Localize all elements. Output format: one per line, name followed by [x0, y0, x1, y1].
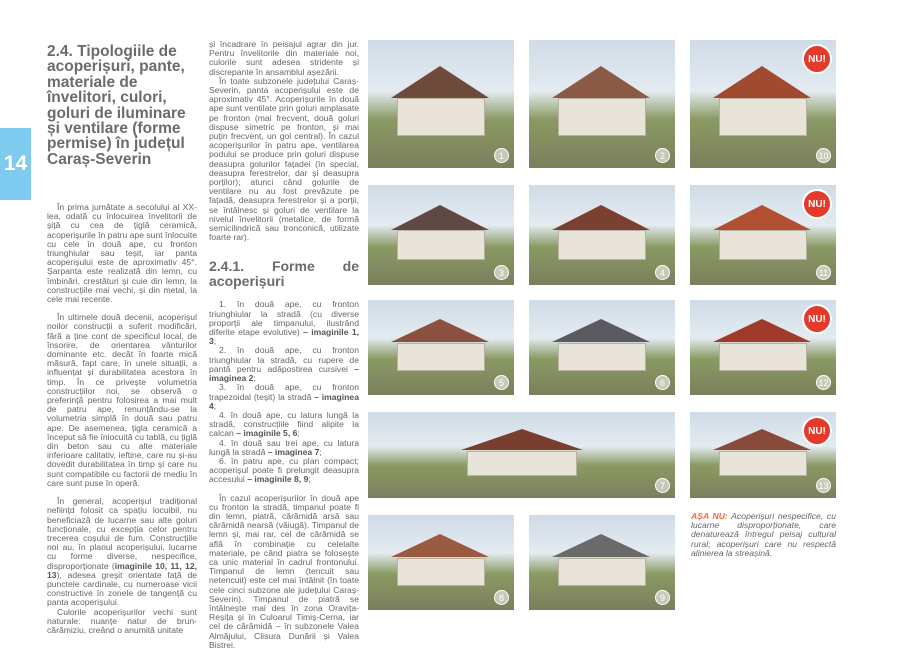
image-ref: imaginile 10, 11, 12, 13 — [47, 560, 197, 580]
house-photo — [368, 185, 514, 285]
form-item: 6. în patru ape, cu plan compact; acoperișul poate fi prelungit deasupra accesului – imaginile 8, 9; — [209, 455, 359, 485]
house-photo — [368, 515, 514, 610]
form-item: 2. în două ape, cu fronton triunghiular la stradă, cu rupere de pantă pentru adăpostirea cursivei – imaginea 2; — [209, 345, 359, 384]
house-wall — [719, 98, 807, 136]
house-wall — [558, 230, 646, 260]
image-ref: – imaginea 4 — [209, 391, 359, 411]
page-number-tab: 14 — [0, 128, 31, 200]
house-wall — [397, 558, 485, 587]
left-column — [47, 203, 197, 635]
nu-badge: NU! — [802, 189, 832, 219]
form-item: 4. în două sau trei ape, cu latura lungă la stradă – imaginea 7; — [209, 437, 359, 457]
house-photo — [529, 515, 675, 610]
middle-column — [209, 40, 359, 650]
form-text: 2. în două ape, cu fronton triunghiular la stradă, cu rupere de pantă pentru adăpostirea cursivei — [209, 345, 359, 374]
forms-list — [209, 300, 359, 484]
nu-badge: NU! — [802, 44, 832, 74]
house-wall — [397, 343, 485, 372]
form-item: 1. în două ape, cu fronton triunghiular la stradă (cu diverse proporții ale timpanului, ilustrând diferite etape evolutive) – imaginile 1, 3; — [209, 299, 359, 347]
house-photo — [529, 40, 675, 168]
house-photo — [690, 40, 836, 168]
photo-number: 5 — [494, 375, 509, 390]
house-photo — [529, 300, 675, 395]
paragraph: În prima jumătate a secolului al XX-lea, odată cu înlocuirea învelitorii de șiță cu cea de țiglă ceramică, acoperișurile în patru ape sunt înlocuite cu cele în două ape, cu fronton triunghiular sau teșit, iar panta acoperișului este de aproximativ 45°. Șarpanta este realizată din lemn, cu îmbinări, crestături și cuie din lemn, la construcțiile mai vechi, și din metal, la cele mai recente. — [47, 202, 198, 305]
caption-text: Acoperișuri nespecifice, cu lucarne disproporționate, care denaturează întregul peisaj cultural rural; acoperișuri care nu respectă alinierea la streașină. — [691, 511, 836, 558]
house-roof — [552, 205, 650, 230]
form-text: 4. în două sau trei ape, cu latura lungă la stradă — [209, 437, 359, 457]
photo-number: 8 — [494, 590, 509, 605]
image-ref: – imaginile 5, 6 — [236, 428, 298, 439]
photo-number: 9 — [655, 590, 670, 605]
house-wall — [558, 558, 646, 587]
paragraph: În cazul acoperișurilor în două ape cu fronton la stradă, timpanul poate fi din lemn, piatră, cărămidă arsă sau cărămidă nearsă (văiugă). Timpanul de lemn și, mai rar, cel de cărămidă se află în combinație cu celelalte materiale, pe când piatra se folosește ca unic material în cadrul frontonului. Timpanul de lemn (tencuit sau netencuit) este cel mai întâlnit (în toate cele cinci subzone ale județului Caraș-Severin). Timpanul de piatră se întâlnește mai des în zona Oravița-Reșița și în Culoarul Timiș-Cerna, iar cel de cărămidă – în subzonele Valea Almăjului, Clisura Dunării și Valea Bistrei. — [209, 492, 359, 650]
photo-number: 7 — [655, 478, 670, 493]
house-photo — [690, 412, 836, 498]
form-text: 6. în patru ape, cu plan compact; acoperișul poate fi prelungit deasupra accesului — [209, 455, 359, 485]
section-title: 2.4. Tipologiile de acoperișuri, pante, materiale de învelitori, culori, goluri de iluminare și ventilare (forme permise) în județul Caraș-Severin — [47, 43, 186, 168]
image-ref: – imaginile 1, 3 — [209, 327, 359, 347]
photo-number: 3 — [494, 265, 509, 280]
house-photo — [368, 300, 514, 395]
text: ), adesea greșit orientate față de punctele cardinale, cu numeroase vicii constructive în zonele de tangență cu panta acoperișului. — [47, 569, 197, 608]
image-ref: – imaginile 8, 9 — [247, 474, 309, 485]
form-item: 3. în două ape, cu fronton trapezoidal (teșit) la stradă – imaginea 4; — [209, 382, 359, 411]
house-wall — [397, 230, 485, 260]
house-roof — [391, 534, 489, 557]
form-item: 4. în două ape, cu latura lungă la stradă, construcțiile fiind alipite la calcan – imaginile 5, 6; — [209, 409, 359, 439]
house-roof — [713, 319, 811, 342]
house-roof — [391, 205, 489, 230]
caption-label: AȘA NU: — [691, 511, 728, 521]
paragraph: În toate subzonele județului Caraș-Severin, panta acoperișului este de aproximativ 45°. Acoperișurile în două ape sunt ventilate prin goluri amplasate pe fronton (mai frecvent, două goluri dispuse simetric pe fronton, și mai puțin frecvent, un gol central). În cazul acoperișurilor în patru ape, ventilarea podului se produce prin goluri dispuse deasupra golurilor fațadei (în special, deasupra ferestrelor, dar și deasupra porților); atunci când golurile de ventilare nu au fost prevăzute pe fațadă, deasupra ferestrelor și a porții, se întâlnesc și goluri de ventilare la nivelul învelitorii (metalice, de formă semicilindrică sau tronconică, utilizate foarte rar). — [209, 75, 359, 243]
house-photo — [529, 185, 675, 285]
house-roof — [391, 66, 489, 98]
house-photo — [368, 40, 514, 168]
house-roof — [552, 66, 650, 98]
house-photo — [368, 412, 675, 498]
photo-number: 10 — [816, 148, 831, 163]
paragraph: În ultimele două decenii, acoperișul noilor construcții a suferit modificări, fără a ține cont de specificul local, de însorire, de orientarea vânturilor dominante etc. decât în foarte mică măsură, fapt care, în unele situații, a influențat și durabilitatea acestora în timp. În ce privește volumetria construcțiilor noi, se observă o preferință pentru folosirea a mai mult de patru ape, renunțându-se la volumetria simplă în două sau patru ape. De asemenea, țigla ceramică a început să fie înlocuită cu tablă, cu țiglă din beton sau cu alte materiale inferioare calitativ, ieftine, care nu și-au dovedit durabilitatea în timp și care nu sunt compatibile cu factorii de mediu în care sunt puse în operă. — [47, 312, 198, 488]
photo-number: 4 — [655, 265, 670, 280]
image-ref: – imaginea 7 — [267, 446, 320, 457]
house-wall — [558, 343, 646, 372]
photo-number: 13 — [816, 478, 831, 493]
house-wall — [719, 451, 807, 477]
photo-number: 12 — [816, 375, 831, 390]
photo-number: 1 — [494, 148, 509, 163]
paragraph — [47, 497, 197, 607]
photo-number: 11 — [816, 265, 831, 280]
text: În general, acoperișul tradițional neființd folosit ca spațiu locuibil, nu beneficiază de lucarne sau alte goluri funcționale, cu excepția celor pentru trecerea coșului de fum. Construcțiile noi au, în planul acoperișului, lucarne cu forme diverse, nespecifice, disproporționate ( — [47, 496, 197, 571]
paragraph: și încadrare în peisajul agrar din jur. Pentru învelitorile din materiale noi, culorile sunt adesea stridente și discrepante în ansamblul așezării. — [209, 39, 359, 77]
photo-number: 2 — [655, 148, 670, 163]
subsection-title: 2.4.1. Forme de acoperișuri — [209, 258, 359, 289]
house-roof — [552, 319, 650, 342]
house-roof — [713, 66, 811, 98]
house-wall — [719, 230, 807, 260]
house-wall — [397, 98, 485, 136]
house-wall — [467, 451, 577, 477]
form-text: 1. în două ape, cu fronton triunghiular la stradă (cu diverse proporții ale timpanului, ilustrând diferite etape evolutive) — [209, 299, 359, 338]
nu-badge: NU! — [802, 304, 832, 334]
form-text: 3. în două ape, cu fronton trapezoidal (teșit) la stradă — [209, 382, 359, 402]
house-roof — [713, 429, 811, 450]
house-roof — [552, 534, 650, 557]
house-wall — [558, 98, 646, 136]
house-wall — [719, 343, 807, 372]
form-text: 4. în două ape, cu latura lungă la stradă, construcțiile fiind alipite la calcan — [209, 409, 359, 439]
house-roof — [713, 205, 811, 230]
house-photo — [690, 300, 836, 395]
house-roof — [391, 319, 489, 342]
photo-number: 6 — [655, 375, 670, 390]
nu-badge: NU! — [802, 416, 832, 446]
house-photo — [690, 185, 836, 285]
image-ref: – imaginea 2 — [209, 363, 359, 384]
caption — [691, 512, 836, 558]
house-roof — [461, 429, 583, 450]
paragraph: Culorile acoperișurilor vechi sunt naturale: nuanțe natur de brun-cărămiziu, creând o anumită unitate — [47, 606, 197, 635]
